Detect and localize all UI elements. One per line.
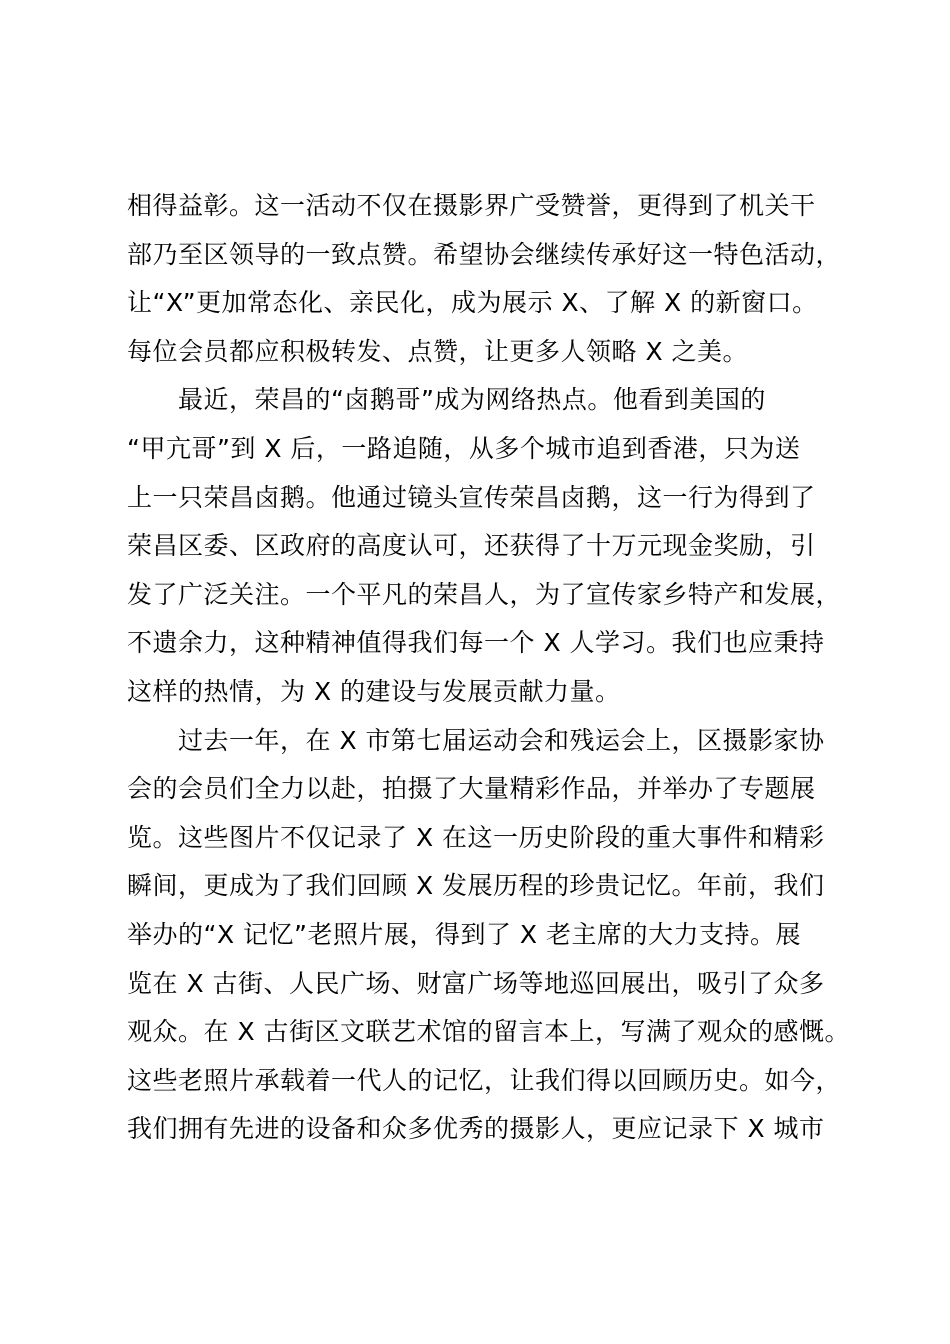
- paragraph-first-line: 过去一年，在 X 市第七届运动会和残运会上，区摄影家协: [178, 725, 825, 755]
- text-line: 瞬间，更成为了我们回顾 X 发展历程的珍贵记忆。年前，我们: [127, 871, 825, 901]
- text-line: 览。这些图片不仅记录了 X 在这一历史阶段的重大事件和精彩: [127, 822, 825, 852]
- text-line: 观众。在 X 古街区文联艺术馆的留言本上，写满了观众的感慨。: [127, 1017, 851, 1047]
- text-line: 举办的“X 记忆”老照片展，得到了 X 老主席的大力支持。展: [127, 919, 801, 949]
- text-line: 上一只荣昌卤鹅。他通过镜头宣传荣昌卤鹅，这一行为得到了: [127, 482, 816, 512]
- text-line: 每位会员都应积极转发、点赞，让更多人领略 X 之美。: [127, 336, 749, 366]
- text-line: 我们拥有先进的设备和众多优秀的摄影人，更应记录下 X 城市: [127, 1114, 825, 1144]
- body-text: [127, 182, 857, 1154]
- text-line: 发了广泛关注。一个平凡的荣昌人，为了宣传家乡特产和发展，: [127, 579, 842, 609]
- text-line: 相得益彰。这一活动不仅在摄影界广受赞誉，更得到了机关干: [127, 191, 816, 220]
- text-line: 不遗余力，这种精神值得我们每一个 X 人学习。我们也应秉持: [127, 628, 825, 658]
- text-line: 这样的热情，为 X 的建设与发展贡献力量。: [127, 676, 621, 706]
- text-line: 览在 X 古街、人民广场、财富广场等地巡回展出，吸引了众多: [127, 968, 825, 998]
- text-line: 部乃至区领导的一致点赞。希望协会继续传承好这一特色活动，: [127, 239, 842, 269]
- text-line: 会的会员们全力以赴，拍摄了大量精彩作品，并举办了专题展: [127, 774, 816, 804]
- paragraph-first-line: 最近，荣昌的“卤鹅哥”成为网络热点。他看到美国的: [178, 385, 766, 415]
- text-line: 荣昌区委、区政府的高度认可，还获得了十万元现金奖励，引: [127, 531, 816, 561]
- text-line: 这些老照片承载着一代人的记忆，让我们得以回顾历史。如今，: [127, 1065, 842, 1095]
- text-line: 让“X”更加常态化、亲民化，成为展示 X、了解 X 的新窗口。: [127, 288, 818, 318]
- text-line: “甲亢哥”到 X 后，一路追随，从多个城市追到香港，只为送: [127, 433, 801, 463]
